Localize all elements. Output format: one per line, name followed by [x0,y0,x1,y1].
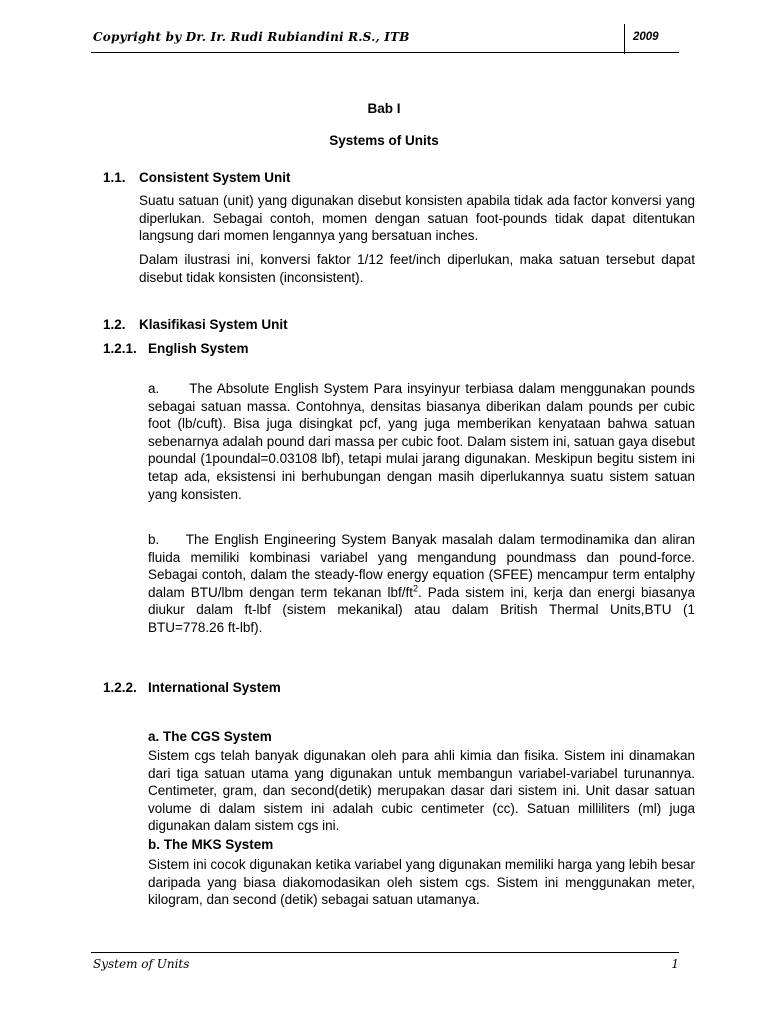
header-year: 2009 [633,31,659,43]
superscript-exponent: 2 [412,583,418,594]
section-heading-1-2-2 [103,680,281,695]
english-engineering-text-2: . Pada sistem ini, kerja dan energi biasanya diukur dalam ft-lbf (sistem mekanikal) atau dalam British Thermal Units,BTU (1 BTU=778.26 ft-lbf). [148,584,695,635]
section-title: International System [148,680,281,695]
header-copyright: Copyright by Dr. Ir. Rudi Rubiandini R.S., ITB [93,30,410,44]
header-divider [624,24,625,54]
paragraph-consistent-2: Dalam ilustrasi ini, konversi faktor 1/12 feet/inch diperlukan, maka satuan tersebut dapat disebut tidak konsisten (inconsistent). [139,252,695,285]
page-number: 1 [671,957,679,971]
section-title: English System [148,341,249,356]
subsection-cgs-title: a. The CGS System [148,729,272,744]
chapter-label: Bab I [367,101,401,116]
footer-title: System of Units [93,957,190,971]
paragraph-absolute-english: a. The Absolute English System Para insyinyur terbiasa dalam menggunakan pounds sebagai satuan massa. Contohnya, densitas biasanya diberikan dalam pounds per cubic foot (lb/cuft). Bisa juga disingkat pcf, yang juga memberikan kenyataan bahwa satuan sebenarnya adalah pound dari massa per cubic foot. Dalam sistem ini, satuan gaya disebut poundal (1poundal=0.03108 lbf), tetapi mulai jarang digunakan. Meskipun begitu sistem ini tetap ada, eksistensi ini berhubungan dengan masih diperlukannya suatu sistem satuan yang konsisten. [148,381,695,502]
section-title: Consistent System Unit [139,170,291,185]
section-number: 1.1. [103,170,126,185]
paragraph-english-engineering [148,531,695,637]
page-header [91,22,679,53]
subsection-mks-title: b. The MKS System [148,837,274,852]
page-footer [91,952,679,971]
paragraph-consistent-1: Suatu satuan (unit) yang digunakan disebut konsisten apabila tidak ada factor konversi yang diperlukan. Sebagai contoh, momen dengan satuan foot-pounds tidak dapat ditentukan langsung dari momen lengannya yang bersatuan inches. [139,193,695,244]
paragraph-cgs: Sistem cgs telah banyak digunakan oleh para ahli kimia dan fisika. Sistem ini dinamakan dari tiga satuan utama yang digunakan untuk membangun variabel-variabel turunannya. Centimeter, gram, dan second(detik) merupakan dasar dari sistem ini. Unit dasar satuan volume di dalam sistem ini adalah cubic centimeter (cc). Satuan milliliters (ml) juga digunakan dalam sistem cgs ini. [148,748,695,834]
paragraph-mks: Sistem ini cocok digunakan ketika variabel yang digunakan memiliki harga yang lebih besar daripada yang biasa diakomodasikan oleh sistem cgs. Sistem ini menggunakan meter, kilogram, dan second (detik) sebagai satuan utamanya. [148,857,695,908]
section-number: 1.2. [103,317,126,332]
english-engineering-text-1: b. The English Engineering System Banyak masalah dalam termodinamika dan aliran fluida memiliki kombinasi variabel yang mengandung poundmass dan pound-force. Sebagai contoh, dalam the steady-flow energy equation (SFEE) mencampur term entalphy dalam BTU/lbm dengan term tekanan lbf/ft [148,532,695,600]
chapter-title: Systems of Units [329,133,439,148]
section-number: 1.2.1. [103,341,137,356]
section-heading-1-2 [103,317,288,332]
section-heading-1-1 [103,170,291,185]
section-heading-1-2-1 [103,341,249,356]
section-title: Klasifikasi System Unit [139,317,288,332]
section-number: 1.2.2. [103,680,137,695]
